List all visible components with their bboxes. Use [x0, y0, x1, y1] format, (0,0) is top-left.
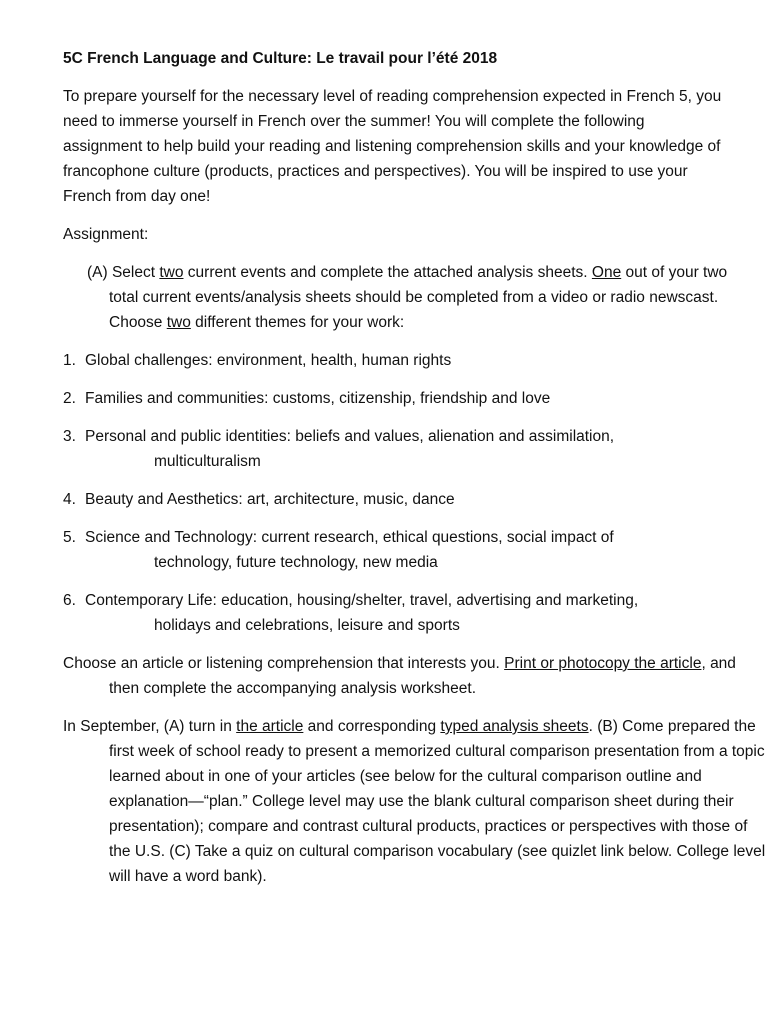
part-a-mid1: current events and complete the attached analysis sheets.	[183, 264, 592, 281]
theme-item-1	[63, 348, 723, 373]
september-mid1: and corresponding	[303, 718, 441, 735]
theme-number: 1.	[63, 352, 76, 369]
part-a-prefix: (A) Select	[87, 264, 160, 281]
theme-continuation: multiculturalism	[154, 453, 261, 470]
theme-text: Beauty and Aesthetics: art, architecture, music, dance	[85, 491, 455, 508]
theme-number: 4.	[63, 491, 76, 508]
choose-underline-print: Print or photocopy the article	[504, 655, 702, 672]
theme-continuation: holidays and celebrations, leisure and sports	[154, 617, 460, 634]
theme-item-5	[63, 525, 723, 575]
theme-number: 5.	[63, 529, 76, 546]
part-a-underline-two-themes: two	[166, 314, 191, 331]
theme-item-4	[63, 487, 723, 512]
choose-suffix: , and then complete the accompanying analysis worksheet.	[109, 655, 736, 697]
september-suffix: . (B) Come prepared the first week of school ready to present a memorized cultural comparison presentation from a topic learned about in one of your articles (see below for the cultural comparison outline and explanation—“plan.” College level may use the blank cultural comparison sheet during their presentation); compare and contrast cultural products, practices or perspectives with those of the U.S. (C) Take a quiz on cultural comparison vocabulary (see quizlet link below. College level will have a word bank).	[109, 718, 766, 885]
september-underline-article: the article	[236, 718, 304, 735]
theme-item-2	[63, 386, 723, 411]
theme-text: Science and Technology: current research, ethical questions, social impact of	[85, 529, 614, 546]
part-a-underline-two: two	[159, 264, 184, 281]
september-underline-typed-sheets: typed analysis sheets	[440, 718, 589, 735]
choose-paragraph	[63, 651, 749, 701]
choose-prefix: Choose an article or listening comprehension that interests you.	[63, 655, 505, 672]
september-prefix: In September, (A) turn in	[63, 718, 237, 735]
assignment-label: Assignment:	[63, 226, 149, 243]
theme-text: Global challenges: environment, health, human rights	[85, 352, 452, 369]
part-a-mid2: out of your two total current events/analysis sheets should be completed from a video or radio newscast. Choose	[109, 264, 728, 331]
theme-number: 2.	[63, 390, 76, 407]
part-a-underline-one: One	[591, 264, 622, 281]
part-a-paragraph	[87, 260, 739, 335]
theme-number: 3.	[63, 428, 76, 445]
theme-item-6	[63, 588, 723, 638]
document-title: 5C French Language and Culture: Le travail pour l’été 2018	[63, 50, 498, 67]
september-paragraph	[63, 714, 769, 889]
theme-item-3	[63, 424, 723, 474]
part-a-suffix: different themes for your work:	[190, 314, 405, 331]
theme-number: 6.	[63, 592, 76, 609]
theme-text: Personal and public identities: beliefs and values, alienation and assimilation,	[85, 428, 615, 445]
theme-continuation: technology, future technology, new media	[154, 554, 438, 571]
theme-text: Contemporary Life: education, housing/shelter, travel, advertising and marketing,	[85, 592, 639, 609]
theme-text: Families and communities: customs, citizenship, friendship and love	[85, 390, 551, 407]
intro-paragraph: To prepare yourself for the necessary level of reading comprehension expected in French 5, you need to immerse yourself in French over the summer! You will complete the following assignment to help build your reading and listening comprehension skills and your knowledge of francophone culture (products, practices and perspectives). You will be inspired to use your French from day one!	[63, 88, 722, 205]
